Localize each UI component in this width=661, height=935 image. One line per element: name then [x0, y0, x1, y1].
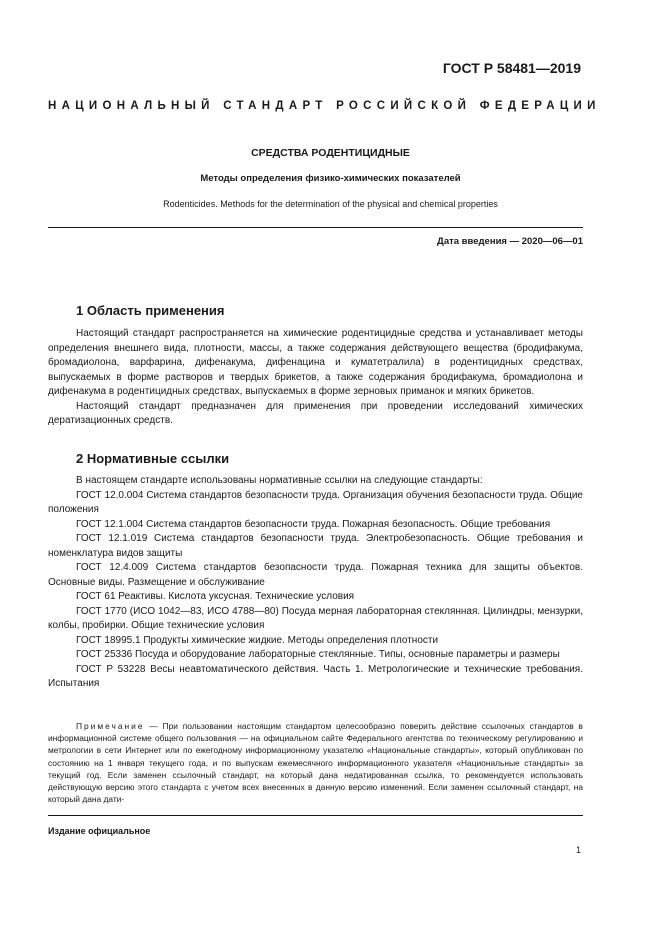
note-label: Примечание — [76, 721, 145, 731]
paragraph: Настоящий стандарт предназначен для применения при проведении исследований химических дератизационных средств. — [48, 400, 583, 426]
reference-item: ГОСТ 12.1.004 Система стандартов безопасности труда. Пожарная безопасность. Общие требования — [76, 518, 551, 530]
section-2-body — [48, 474, 583, 692]
reference-item: ГОСТ 12.0.004 Система стандартов безопасности труда. Организация обучения безопасности труда. Общие положения — [48, 489, 583, 515]
reference-item: ГОСТ Р 53228 Весы неавтоматического действия. Часть 1. Метрологические и технические требования. Испытания — [48, 663, 583, 689]
reference-item: ГОСТ 12.4.009 Система стандартов безопасности труда. Пожарная техника для защиты объектов. Основные виды. Размещение и обслуживание — [48, 562, 583, 588]
reference-item: ГОСТ 1770 (ИСО 1042—83, ИСО 4788—80) Посуда мерная лабораторная стеклянная. Цилиндры, мензурки, колбы, пробирки. Общие технические условия — [48, 605, 583, 631]
section-1-heading: 1 Область применения — [76, 303, 225, 318]
reference-item: ГОСТ 25336 Посуда и оборудование лабораторные стеклянные. Типы, основные параметры и размеры — [76, 649, 560, 660]
page-number: 1 — [575, 845, 581, 855]
section-2-heading: 2 Нормативные ссылки — [76, 451, 230, 466]
header-divider — [48, 227, 583, 228]
note-text: — При пользовании настоящим стандартом целесообразно поверить действие ссылочных стандартов в информационной системе общего пользования — на официальном сайте Федерального агентства по техническому регулированию и метрологии в сети Интернет или по ежегодному информационному указателю «Национальные стандарты», который опубликован по состоянию на 1 января текущего года, и по выпускам ежемесячного информационного указателя «Национальные стандарты» за текущий год. Если заменен ссылочный стандарт, на который дана недатированная ссылка, то рекомендуется использовать действующую версию этого стандарта с учетом всех внесенных в данную версию изменений. Если заменен ссылочный стандарт, на который дана дати- — [48, 721, 583, 805]
paragraph: Настоящий стандарт распространяется на химические родентицидные средства и устанавливает методы определения внешнего вида, плотности, массы, а также содержания действующего вещества (бродифакума, бромадиолона, варфарина, дифенакума, дифенацина и куматетралила) в родентицидных средствах, выпускаемых в форме растворов и твердых брикетов, а также содержания бродифакума, бромадиолона и дифенакума в родентицидных средствах, выпускаемых в форме зерновых приманок и мягких брикетов. — [48, 328, 583, 397]
section-1-body — [48, 327, 583, 429]
footer-divider — [48, 815, 583, 816]
paragraph: В настоящем стандарте использованы нормативные ссылки на следующие стандарты: — [76, 475, 483, 486]
edition-label: Издание официальное — [48, 826, 151, 836]
document-subtitle: Методы определения физико-химических показателей — [200, 173, 461, 184]
effective-date: Дата введения — 2020—06—01 — [437, 236, 583, 247]
reference-item: ГОСТ 12.1.019 Система стандартов безопасности труда. Электробезопасность. Общие требования и номенклатура видов защиты — [48, 533, 583, 559]
document-title: СРЕДСТВА РОДЕНТИЦИДНЫЕ — [251, 147, 410, 159]
english-title: Rodenticides. Methods for the determination of the physical and chemical properties — [163, 199, 498, 209]
national-standard-heading: НАЦИОНАЛЬНЫЙ СТАНДАРТ РОССИЙСКОЙ ФЕДЕРАЦИИ — [48, 100, 601, 112]
reference-item: ГОСТ 18995.1 Продукты химические жидкие. Методы определения плотности — [76, 634, 439, 646]
reference-item: ГОСТ 61 Реактивы. Кислота уксусная. Технические условия — [76, 591, 355, 602]
note-block — [48, 720, 583, 805]
document-number: ГОСТ Р 58481—2019 — [442, 60, 581, 76]
